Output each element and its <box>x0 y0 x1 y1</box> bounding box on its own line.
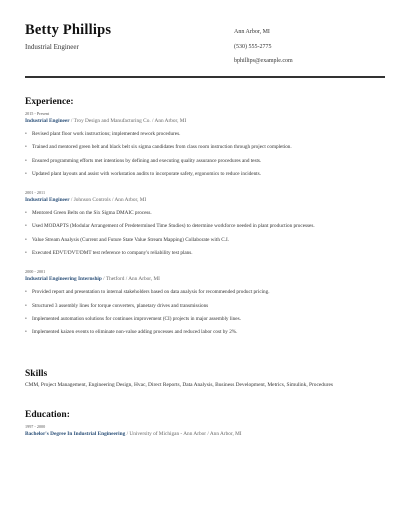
list-item <box>25 143 385 156</box>
bullet-icon: • <box>25 210 27 217</box>
list-item <box>25 249 385 262</box>
education-heading: Education: <box>25 410 70 420</box>
job-dates: 2001 - 2011 <box>25 190 46 196</box>
skills-list: CMM, Project Management, Engineering Design, Hvac, Direct Reports, Data Analysis, Business Development, Metrics, Simulink, Procedures <box>25 382 333 388</box>
education-dates: 1997 - 2000 <box>25 424 46 429</box>
bullet-icon: • <box>25 315 27 322</box>
bullet-text: Trained and mentored green belt and black belt six sigma candidates from class room instruction through project completion. <box>32 144 292 151</box>
job-title: Industrial Engineer <box>25 197 70 204</box>
bullet-icon: • <box>25 223 27 230</box>
job-bullets <box>25 288 385 341</box>
bullet-text: Provided report and presentation to internal stakeholders based on data analysis for recommended product pricing. <box>32 289 270 296</box>
bullet-text: Revised plant floor work instructions; implemented rework procedures. <box>32 131 181 137</box>
job-title: Industrial Engineering Internship <box>25 276 102 283</box>
bullet-text: Structured 3 assembly lines for torque converters, planetary drives and transmissions <box>32 302 209 309</box>
list-item <box>25 222 385 235</box>
job-bullets <box>25 209 385 262</box>
bullet-text: Ensured programming efforts met intentions by defining and executing quality assurance procedures and tests. <box>32 157 262 164</box>
list-item <box>25 302 385 315</box>
degree-title: Bachelor's Degree In Industrial Engineering <box>25 431 126 437</box>
list-item <box>25 315 385 328</box>
job-heading <box>25 117 385 125</box>
job-company: / Thetford / Ann Arbor, MI <box>101 276 160 283</box>
contact-block <box>234 28 293 72</box>
bullet-icon: • <box>25 131 27 137</box>
bullet-icon: • <box>25 170 27 177</box>
contact-email[interactable]: bphillips@example.com <box>234 58 293 64</box>
education-heading-line <box>25 430 242 438</box>
bullet-text: Mentored Green Belts on the Six Sigma DMAIC process. <box>32 210 152 217</box>
job-heading <box>25 275 385 283</box>
list-item <box>25 236 385 249</box>
bullet-icon: • <box>25 157 27 164</box>
job-bullets <box>25 130 385 183</box>
job-company: / Troy Design and Manufacturing Co. / Ann Arbor, MI <box>69 118 187 124</box>
job-entry <box>25 111 385 183</box>
job-dates: 2015 - Present <box>25 111 50 116</box>
bullet-text: Implemented automation solutions for continues improvement (CI) projects in major assembly lines. <box>32 315 241 322</box>
job-company: / Johnson Controls / Ann Arbor, MI <box>69 197 147 204</box>
job-entry <box>25 190 385 262</box>
school-name: / University of Michigan - Ann Arbor / Ann Arbor, MI <box>125 431 242 437</box>
bullet-icon: • <box>25 329 27 336</box>
job-title: Industrial Engineer <box>25 118 70 124</box>
experience-list <box>25 111 385 349</box>
header-divider <box>25 76 385 78</box>
candidate-title: Industrial Engineer <box>25 43 79 51</box>
bullet-icon: • <box>25 250 27 257</box>
list-item <box>25 328 385 341</box>
bullet-icon: • <box>25 236 27 243</box>
bullet-text: Implemented kaizen events to eliminate non-value adding processes and reduced labor cost by 2%. <box>32 329 238 336</box>
contact-location: Ann Arbor, MI <box>234 29 270 35</box>
experience-heading: Experience: <box>25 97 74 107</box>
bullet-text: Used MODAPTS (Modular Arrangement of Predetermined Time Studies) to determine workforce needed in plant production processes. <box>32 223 315 230</box>
list-item <box>25 130 385 143</box>
bullet-icon: • <box>25 144 27 151</box>
job-dates: 2000 - 2001 <box>25 269 46 275</box>
list-item <box>25 170 385 183</box>
list-item <box>25 209 385 222</box>
contact-phone: (530) 555-2775 <box>234 43 272 50</box>
skills-heading: Skills <box>25 369 48 379</box>
bullet-text: Updated plant layouts and assist with workstation audits to incorporate safety, ergonomics to reduce incidents. <box>32 170 261 177</box>
list-item <box>25 157 385 170</box>
bullet-text: Value Stream Analysis (Current and Future State Value Stream Mapping) Collaborate with C.I. <box>32 236 229 243</box>
job-heading <box>25 196 385 204</box>
education-entry <box>25 424 242 438</box>
bullet-icon: • <box>25 302 27 309</box>
bullet-icon: • <box>25 289 27 296</box>
job-entry <box>25 269 385 341</box>
candidate-name: Betty Phillips <box>25 22 112 38</box>
bullet-text: Executed EDVT/DVT/DMT test reference to company's reliability test plans. <box>32 250 193 257</box>
list-item <box>25 288 385 301</box>
